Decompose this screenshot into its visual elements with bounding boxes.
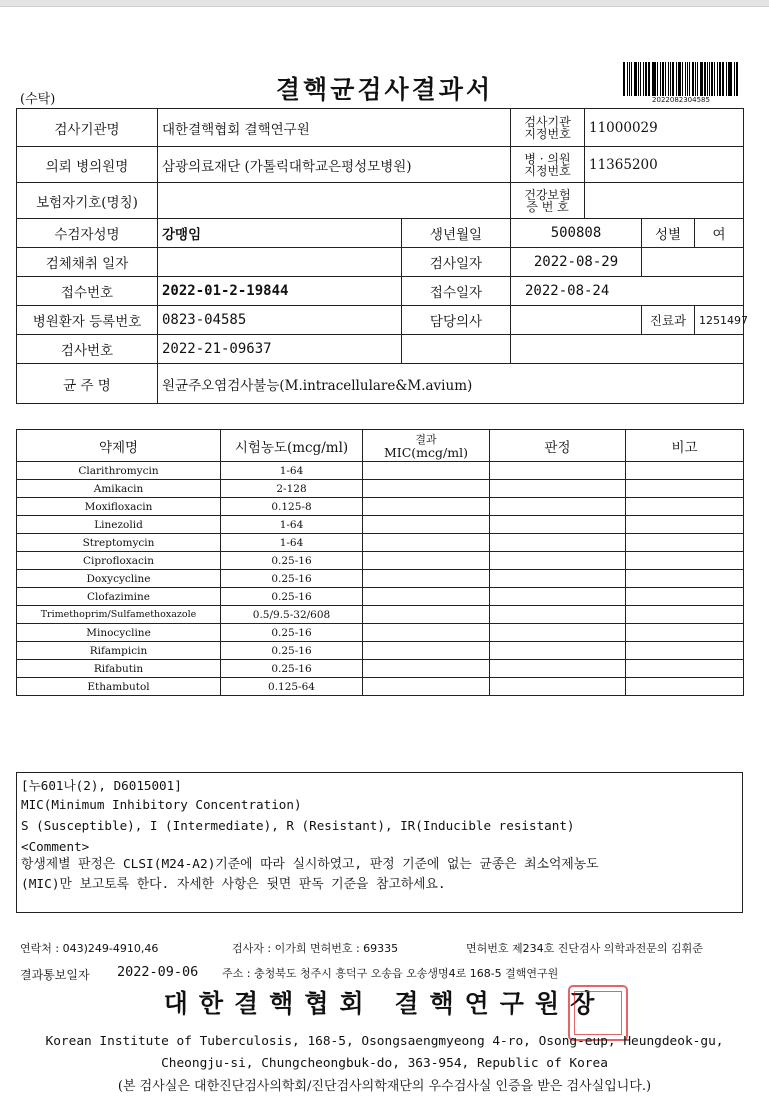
- table-row: [17, 660, 744, 678]
- remarks-value: [626, 606, 744, 624]
- barcode-bar: [643, 62, 644, 96]
- mic-value: [363, 552, 490, 570]
- referring-label: 의뢰 병의원명: [17, 147, 158, 183]
- drug-name: Minocycline: [17, 624, 221, 642]
- insurer-label: 보험자기호(명칭): [17, 183, 158, 219]
- test-range: 1-64: [221, 516, 363, 534]
- barcode-bar: [668, 62, 669, 96]
- remarks-value: [626, 552, 744, 570]
- drug-name: Clarithromycin: [17, 462, 221, 480]
- barcode-bar: [640, 62, 641, 96]
- patient-value: 강맹임: [158, 219, 402, 248]
- barcode-bar: [634, 62, 637, 96]
- barcode-bar: [665, 62, 666, 96]
- test-no-value: 2022-21-09637: [158, 335, 402, 364]
- mic-value: [363, 498, 490, 516]
- test-date-value: 2022-08-29: [511, 248, 642, 277]
- interpretation-value: [490, 552, 626, 570]
- birth-value: 500808: [511, 219, 642, 248]
- mic-value: [363, 480, 490, 498]
- report-date-label: 결과통보일자: [20, 968, 90, 982]
- test-range: 1-64: [221, 462, 363, 480]
- address-kr: 주소 : 충청북도 청주시 흥덕구 오송읍 오송생명4로 168-5 결핵연구원: [222, 967, 559, 980]
- remarks-value: [626, 498, 744, 516]
- comment-line: S (Susceptible), I (Intermediate), R (Resistant), IR(Inducible resistant): [21, 817, 575, 833]
- mic-value: [363, 606, 490, 624]
- receipt-date-label: 접수일자: [402, 277, 511, 306]
- barcode-bar: [627, 62, 628, 96]
- table-row: [17, 678, 744, 696]
- remarks-value: [626, 642, 744, 660]
- mic-header: 결과 MIC(mcg/ml): [363, 430, 490, 462]
- interpretation-value: [490, 480, 626, 498]
- interpretation-value: [490, 534, 626, 552]
- test-range: 0.125-8: [221, 498, 363, 516]
- interpretation-value: [490, 516, 626, 534]
- comment-line: MIC(Minimum Inhibitory Concentration): [21, 796, 302, 812]
- barcode-bar: [672, 62, 674, 96]
- contact-phone: 연락처 : 043)249-4910,46: [20, 942, 159, 955]
- barcode-bar: [682, 62, 683, 96]
- patient-info-table: [16, 108, 748, 404]
- sex-label: 성별: [642, 219, 695, 248]
- collect-date-label: 검체채취 일자: [17, 248, 158, 277]
- drug-susceptibility-table: [16, 429, 744, 696]
- health-ins-label: 건강보험 증 번 호: [511, 183, 585, 219]
- barcode-bar: [709, 62, 710, 96]
- barcode-bar: [660, 62, 661, 96]
- table-row: [17, 480, 744, 498]
- barcode-bar: [689, 62, 690, 96]
- table-row: [17, 642, 744, 660]
- barcode-bar: [707, 62, 708, 96]
- hosp-code-value: 11365200: [585, 147, 744, 183]
- remarks-value: [626, 660, 744, 678]
- interpretation-value: [490, 624, 626, 642]
- barcode-bar: [623, 62, 625, 96]
- test-range: 0.25-16: [221, 642, 363, 660]
- table-row: [17, 534, 744, 552]
- test-range: 0.25-16: [221, 570, 363, 588]
- barcode-bar: [692, 62, 694, 96]
- doctor-value: [511, 306, 642, 335]
- copy-label: (수탁): [20, 92, 56, 107]
- barcode-bar: [704, 62, 706, 96]
- certification-note: (본 검사실은 대한진단검사의학회/진단검사의학재단의 우수검사실 인증을 받은 검사실입니다.): [117, 1079, 652, 1094]
- test-range: 0.25-16: [221, 660, 363, 678]
- comment-line: (MIC)만 보고토록 한다. 자세한 사항은 뒷면 판독 기준을 참고하세요.: [21, 877, 446, 892]
- remarks-value: [626, 588, 744, 606]
- remarks-value: [626, 462, 744, 480]
- receipt-no-label: 접수번호: [17, 277, 158, 306]
- official-seal-stamp: [568, 985, 628, 1041]
- barcode-bar: [734, 62, 735, 96]
- remarks-value: [626, 480, 744, 498]
- table-row: [17, 462, 744, 480]
- drug-name: Linezolid: [17, 516, 221, 534]
- test-range: 0.125-64: [221, 678, 363, 696]
- table-row: [17, 498, 744, 516]
- barcode-bar: [700, 62, 703, 96]
- remarks-value: [626, 516, 744, 534]
- drug-name: Moxifloxacin: [17, 498, 221, 516]
- report-date-value: 2022-09-06: [117, 964, 199, 980]
- drug-name: Trimethoprim/Sulfamethoxazole: [17, 606, 221, 624]
- remarks-value: [626, 624, 744, 642]
- barcode-bar: [678, 62, 681, 96]
- remarks-value: [626, 678, 744, 696]
- hosp-patient-value: 0823-04585: [158, 306, 402, 335]
- collect-date-value: [158, 248, 402, 277]
- specialist-info: 면허번호 제234호 진단검사 의학과전문의 김휘준: [466, 942, 703, 955]
- address-en-line-1: Korean Institute of Tuberculosis, 168-5, Osongsaengmyeong 4-ro, Osong-eup, Heungdeok-gu,: [45, 1034, 724, 1049]
- interpretation-value: [490, 606, 626, 624]
- table-row: [17, 570, 744, 588]
- barcode-bar: [652, 62, 653, 96]
- drug-name: Doxycycline: [17, 570, 221, 588]
- comment-line: 항생제별 판정은 CLSI(M24-A2)기준에 따라 실시하였고, 판정 기준에 없는 균종은 최소억제농도: [21, 856, 599, 872]
- mic-value: [363, 624, 490, 642]
- barcode: [623, 62, 739, 96]
- institution-value: 대한결핵협회 결핵연구원: [158, 109, 511, 147]
- mic-value: [363, 588, 490, 606]
- test-date-label: 검사일자: [402, 248, 511, 277]
- document-title: 결핵균검사결과서: [275, 75, 494, 104]
- doctor-label: 담당의사: [402, 306, 511, 335]
- organism-value: 원균주오염검사불능(M.intracellulare&M.avium): [158, 364, 744, 404]
- barcode-bar: [717, 62, 718, 96]
- receipt-date-value: 2022-08-24: [511, 277, 744, 306]
- range-header: 시험농도(mcg/ml): [221, 430, 363, 462]
- drug-name: Amikacin: [17, 480, 221, 498]
- inst-code-label: 검사기관 지정번호: [511, 109, 585, 147]
- barcode-bar: [676, 62, 677, 96]
- mic-value: [363, 660, 490, 678]
- barcode-bar: [722, 62, 724, 96]
- comment-box: [16, 772, 743, 913]
- test-range: 0.5/9.5-32/608: [221, 606, 363, 624]
- barcode-bar: [653, 62, 656, 96]
- insurer-value: [158, 183, 511, 219]
- mic-value: [363, 642, 490, 660]
- barcode-bar: [670, 62, 672, 96]
- table-row: [17, 624, 744, 642]
- barcode-number: 2022082304585: [652, 96, 710, 104]
- interpretation-value: [490, 570, 626, 588]
- hosp-patient-label: 병원환자 등록번호: [17, 306, 158, 335]
- referring-value: 삼광의료재단 (가톨릭대학교은평성모병원): [158, 147, 511, 183]
- mic-value: [363, 678, 490, 696]
- address-en-line-2: Cheongju-si, Chungcheongbuk-do, 363-954, Republic of Korea: [161, 1056, 608, 1071]
- table-row: [17, 588, 744, 606]
- test-no-label: 검사번호: [17, 335, 158, 364]
- drug-header: 약제명: [17, 430, 221, 462]
- barcode-bar: [638, 62, 639, 96]
- drug-name: Rifampicin: [17, 642, 221, 660]
- remarks-value: [626, 570, 744, 588]
- barcode-bar: [629, 62, 630, 96]
- mic-value: [363, 534, 490, 552]
- birth-label: 생년월일: [402, 219, 511, 248]
- dept-label: 진료과: [642, 306, 695, 335]
- drug-name: Streptomycin: [17, 534, 221, 552]
- inst-code-value: 11000029: [585, 109, 744, 147]
- comment-line: [누601나(2), D6015001]: [21, 778, 182, 793]
- drug-name: Clofazimine: [17, 588, 221, 606]
- barcode-bar: [726, 62, 727, 96]
- interpretation-value: [490, 588, 626, 606]
- barcode-bar: [714, 62, 715, 96]
- table-row: [17, 606, 744, 624]
- barcode-bar: [657, 62, 658, 96]
- interpretation-header: 판정: [490, 430, 626, 462]
- institution-label: 검사기관명: [17, 109, 158, 147]
- barcode-bar: [662, 62, 664, 96]
- health-ins-value: [585, 183, 744, 219]
- interpretation-value: [490, 678, 626, 696]
- inspector-info: 검사자 : 이가희 면허번호 : 69335: [232, 942, 399, 955]
- table-row: [17, 552, 744, 570]
- barcode-bar: [728, 62, 729, 96]
- barcode-bar: [645, 62, 647, 96]
- test-range: 1-64: [221, 534, 363, 552]
- test-range: 0.25-16: [221, 588, 363, 606]
- test-range: 0.25-16: [221, 552, 363, 570]
- table-row: [17, 516, 744, 534]
- window-top-edge: [0, 0, 769, 7]
- interpretation-value: [490, 642, 626, 660]
- receipt-no-value: 2022-01-2-19844: [158, 277, 402, 306]
- test-range: 0.25-16: [221, 624, 363, 642]
- drug-name: Ciprofloxacin: [17, 552, 221, 570]
- hosp-code-label: 병 · 의원 지정번호: [511, 147, 585, 183]
- barcode-bar: [695, 62, 696, 96]
- interpretation-value: [490, 660, 626, 678]
- mic-value: [363, 516, 490, 534]
- mic-value: [363, 462, 490, 480]
- drug-name: Ethambutol: [17, 678, 221, 696]
- barcode-bar: [729, 62, 732, 96]
- barcode-bar: [648, 62, 650, 96]
- sex-value: 여: [695, 219, 744, 248]
- barcode-bar: [736, 62, 738, 96]
- patient-label: 수검자성명: [17, 219, 158, 248]
- interpretation-value: [490, 498, 626, 516]
- dept-value: 1251497: [695, 306, 744, 335]
- barcode-bar: [711, 62, 713, 96]
- mic-value: [363, 570, 490, 588]
- barcode-bar: [631, 62, 633, 96]
- interpretation-value: [490, 462, 626, 480]
- remarks-value: [626, 534, 744, 552]
- barcode-bar: [687, 62, 689, 96]
- remarks-header: 비고: [626, 430, 744, 462]
- comment-line: <Comment>: [21, 838, 90, 854]
- barcode-bar: [719, 62, 721, 96]
- organization-name: 대한결핵협회 결핵연구원장: [163, 989, 606, 1018]
- barcode-bar: [697, 62, 698, 96]
- barcode-bar: [685, 62, 686, 96]
- organism-label: 균 주 명: [17, 364, 158, 404]
- drug-name: Rifabutin: [17, 660, 221, 678]
- test-range: 2-128: [221, 480, 363, 498]
